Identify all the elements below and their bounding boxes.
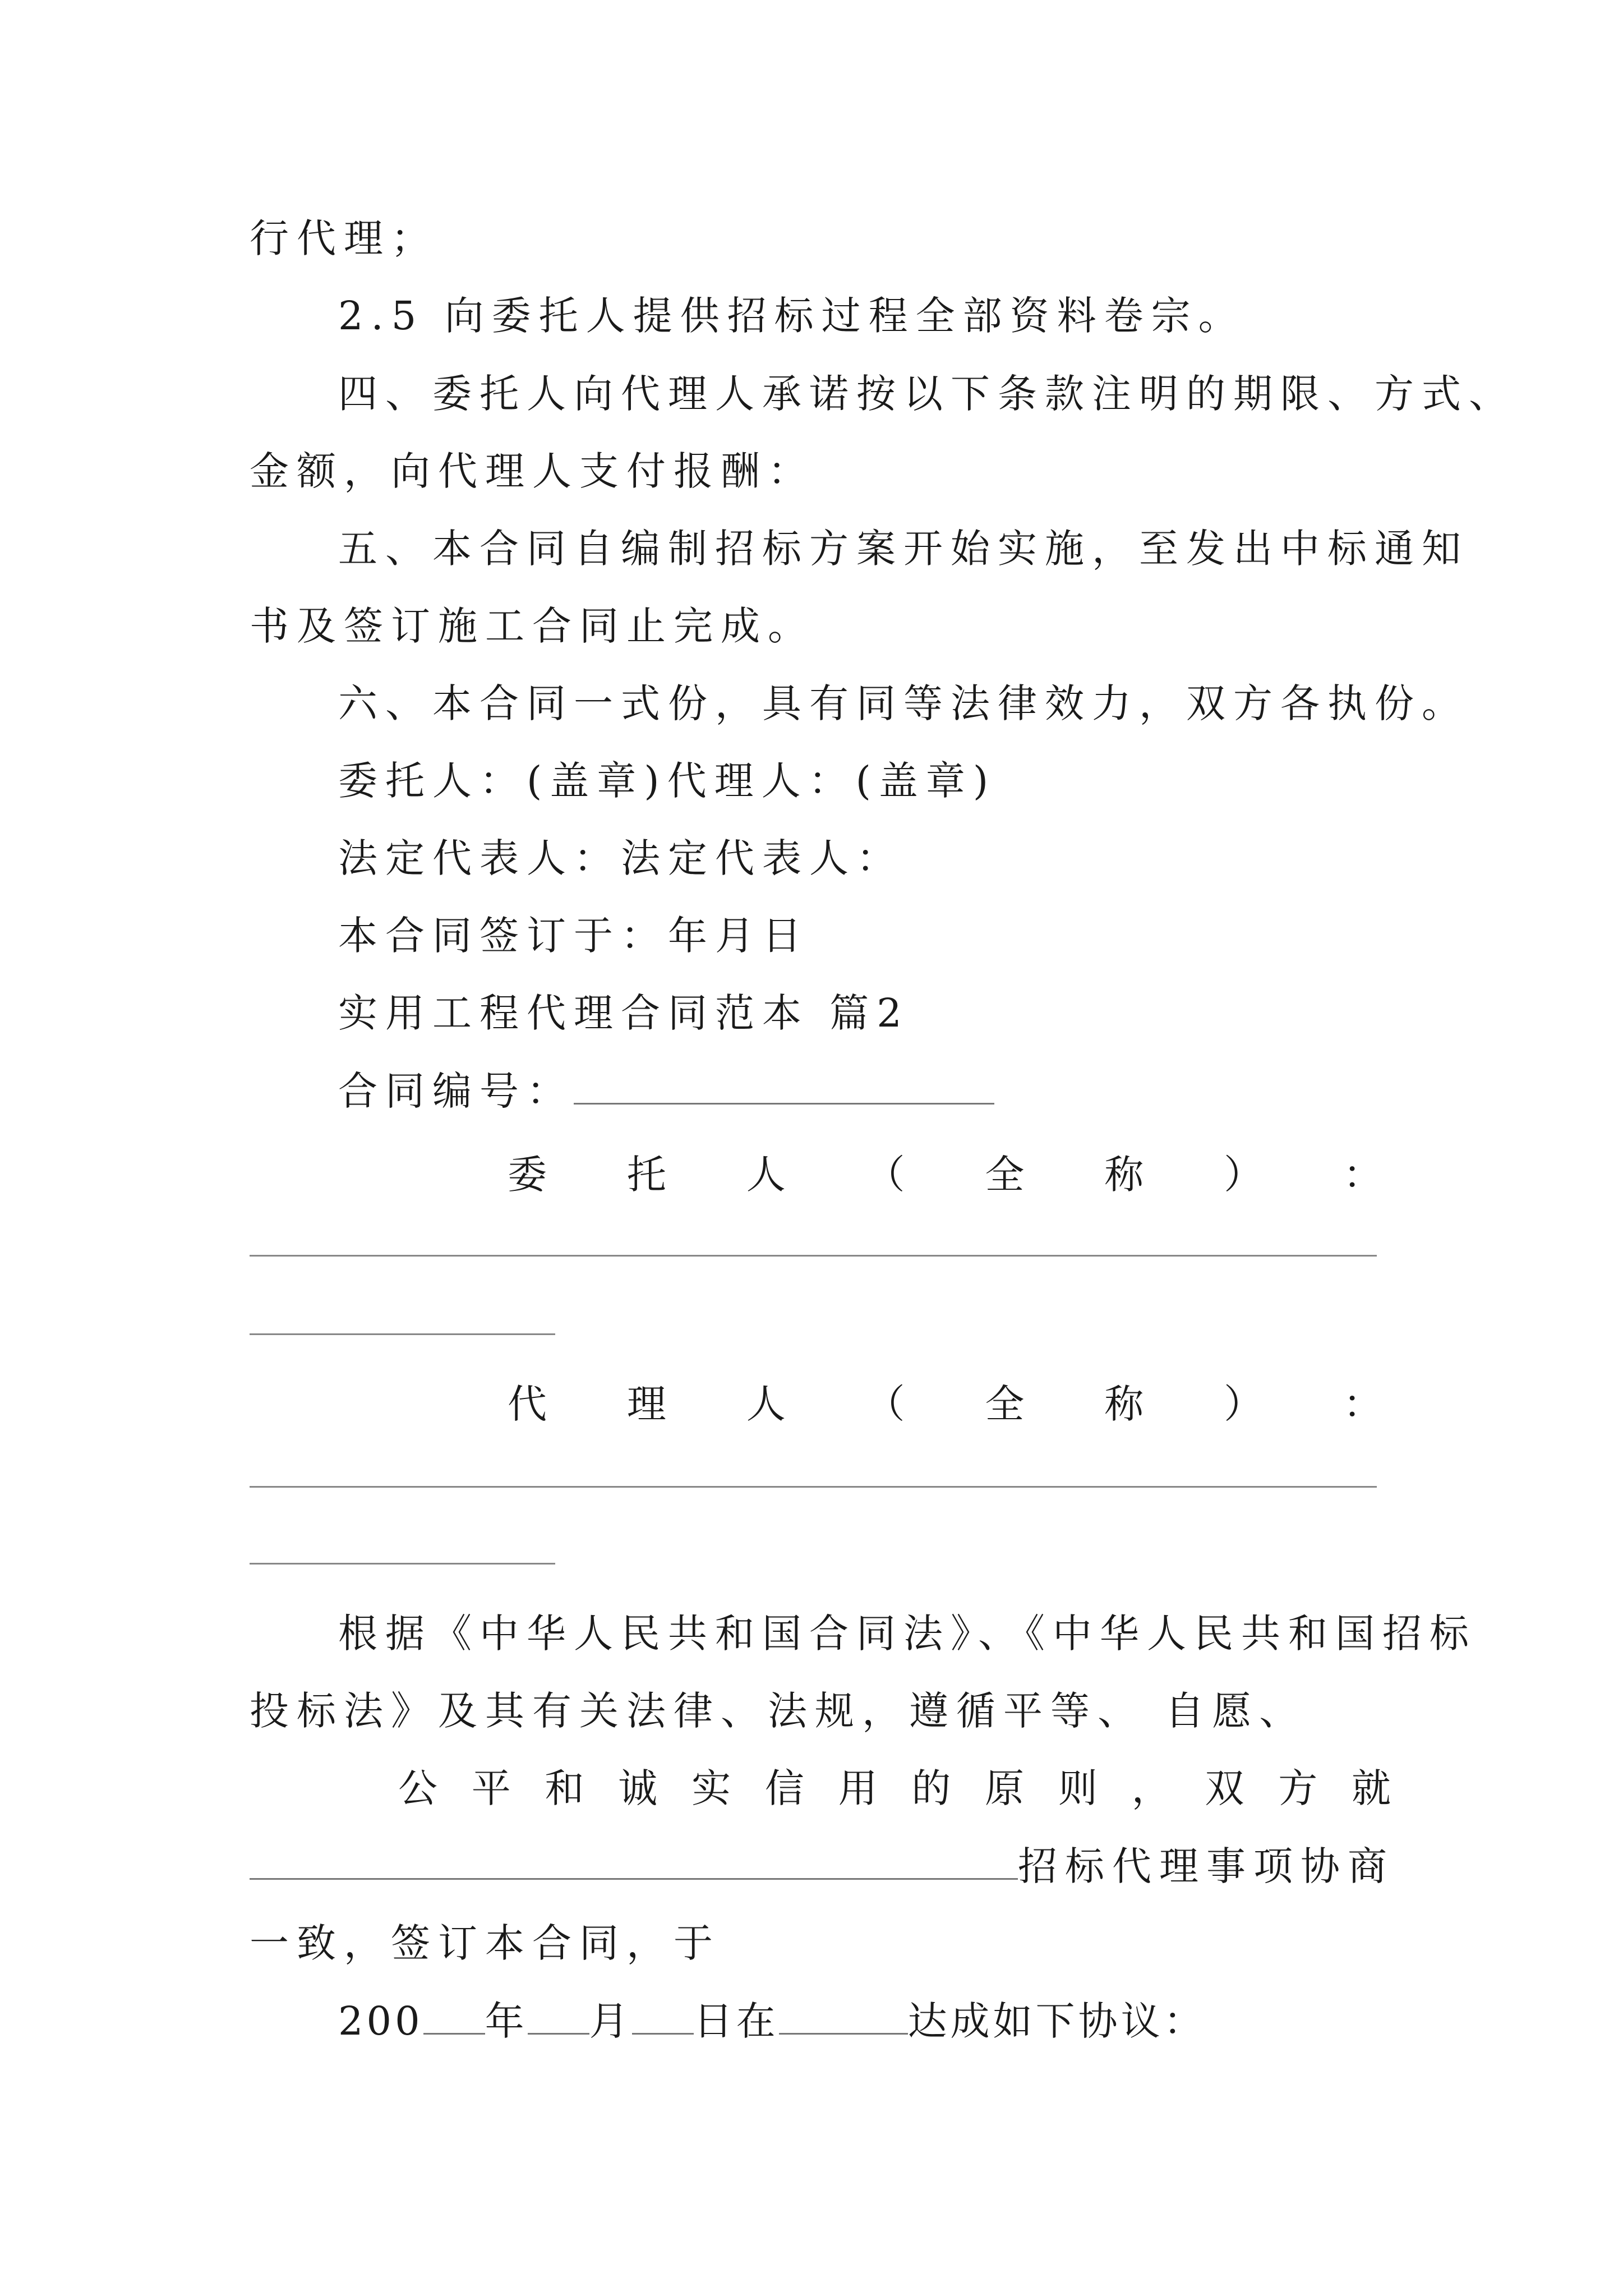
- text-line: 五、本合同自编制招标方案开始实施，至发出中标通知: [338, 526, 1469, 572]
- char: 全: [985, 1152, 1025, 1198]
- char: 的: [911, 1765, 951, 1811]
- char: 双: [1205, 1765, 1244, 1811]
- day-blank: [632, 1993, 694, 2035]
- justified-text-row: [398, 1760, 1391, 1816]
- text-line: 六、本合同一式份，具有同等法律效力，双方各执份。: [338, 680, 1469, 726]
- contract-number-blank: [574, 1062, 994, 1105]
- char: （: [865, 1152, 905, 1198]
- char: 就: [1351, 1765, 1391, 1811]
- text-line: 根据《中华人民共和国合同法》、《中华人民共和国招标: [338, 1611, 1477, 1657]
- char: 信: [764, 1765, 804, 1811]
- year-label: 年: [485, 1998, 528, 2044]
- date-line: [338, 1993, 1477, 2049]
- text-line: 金额，向代理人支付报酬：: [250, 448, 815, 494]
- text-line: 投标法》及其有关法律、法规，遵循平等、 自愿、: [250, 1688, 1307, 1734]
- year-blank: [423, 1993, 485, 2035]
- text-line: 书及签订施工合同止完成。: [250, 603, 815, 649]
- representative-line: 法定代表人：法定代表人：: [338, 835, 903, 881]
- char: 理: [626, 1381, 666, 1427]
- char: ）: [1224, 1152, 1264, 1198]
- contract-number-label: 合同编号：: [338, 1068, 574, 1114]
- char: ）: [1224, 1381, 1264, 1427]
- char: 平: [471, 1765, 511, 1811]
- char: （: [865, 1381, 905, 1427]
- text-line: 一致，签订本合同，于: [250, 1920, 721, 1966]
- text-line: 行代理；: [250, 215, 438, 261]
- principal-label-row: [508, 1147, 1382, 1203]
- char: 实: [691, 1765, 731, 1811]
- char: 诚: [618, 1765, 658, 1811]
- text-line: 四、委托人向代理人承诺按以下条款注明的期限、方式、: [338, 371, 1516, 417]
- char: 人: [746, 1381, 786, 1427]
- char: 人: [746, 1152, 786, 1198]
- char: ：: [1343, 1152, 1382, 1198]
- signature-line: 委托人：(盖章)代理人：(盖章): [338, 758, 997, 804]
- agent-name-blank-cont: [250, 1563, 555, 1565]
- date-line-tail: 达成如下协议：: [907, 1998, 1206, 2044]
- day-place-label: 日在: [693, 1998, 779, 2044]
- place-blank: [779, 1993, 908, 2035]
- char: 全: [985, 1381, 1025, 1427]
- char: 称: [1104, 1152, 1144, 1198]
- char: ，: [1131, 1765, 1171, 1811]
- text-line: [250, 1838, 1395, 1894]
- matter-tail-text: 招标代理事项协商: [1018, 1843, 1395, 1889]
- char: 和: [545, 1765, 584, 1811]
- char: 原: [985, 1765, 1025, 1811]
- char: 委: [508, 1152, 547, 1198]
- char: 代: [508, 1381, 547, 1427]
- month-label: 月: [589, 1998, 632, 2044]
- signing-date-line: 本合同签订于：年月日: [338, 913, 809, 959]
- text-line: 2.5 向委托人提供招标过程全部资料卷宗。: [338, 293, 1246, 339]
- char: 方: [1278, 1765, 1318, 1811]
- date-prefix: 200: [338, 1998, 423, 2044]
- char: ：: [1343, 1381, 1382, 1427]
- principal-name-blank: [250, 1255, 1377, 1257]
- contract-number-line: [338, 1062, 1477, 1119]
- char: 托: [626, 1152, 666, 1198]
- section-title: 实用工程代理合同范本 篇2: [338, 990, 910, 1036]
- char: 称: [1104, 1381, 1144, 1427]
- char: 则: [1058, 1765, 1098, 1811]
- agent-label-row: [508, 1376, 1382, 1432]
- char: 公: [398, 1765, 437, 1811]
- month-blank: [528, 1993, 589, 2035]
- principal-name-blank-cont: [250, 1333, 555, 1335]
- agent-name-blank: [250, 1486, 1377, 1488]
- matter-blank: [250, 1838, 1018, 1880]
- char: 用: [838, 1765, 878, 1811]
